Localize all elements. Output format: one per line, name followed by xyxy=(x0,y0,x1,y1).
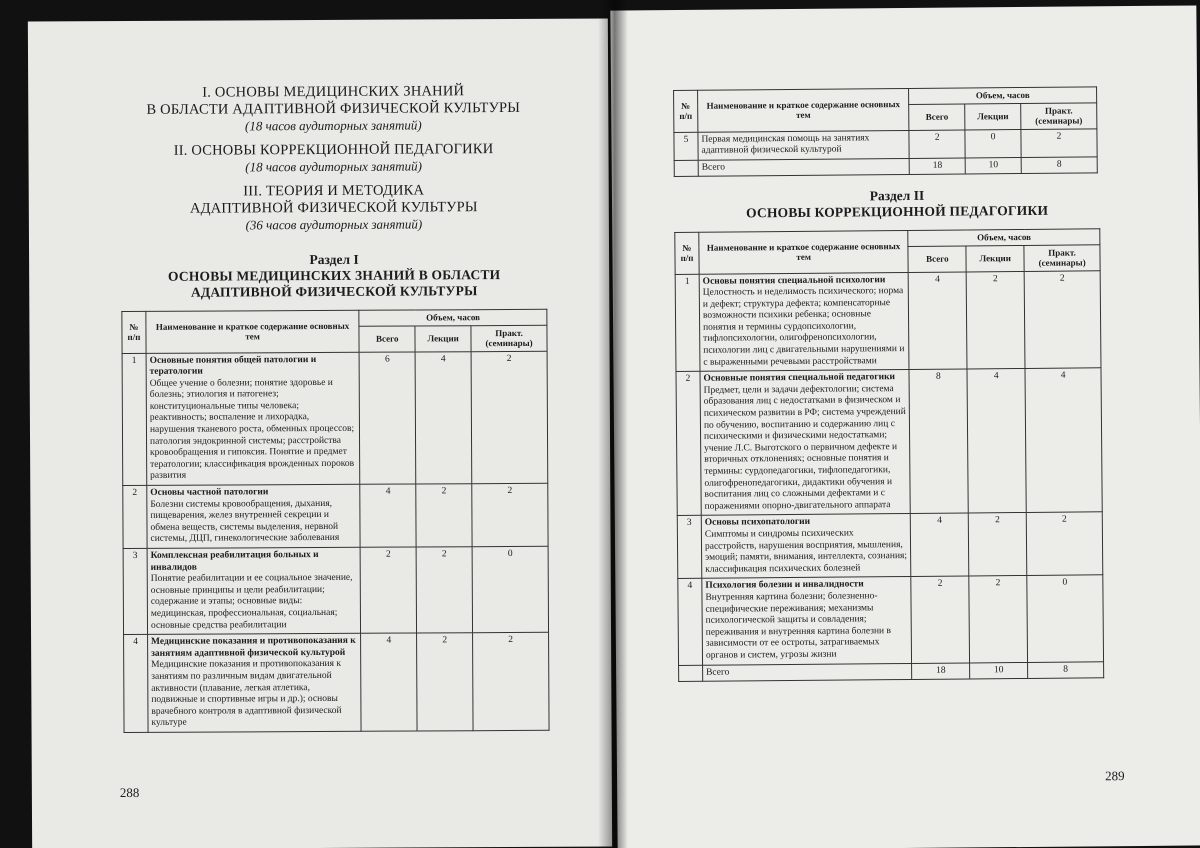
header-practice: Практ. (семинары) xyxy=(1024,244,1100,271)
row-lectures: 0 xyxy=(965,129,1021,158)
table-row xyxy=(677,512,1103,579)
table-row xyxy=(123,483,548,548)
row-total: 4 xyxy=(361,633,417,731)
total-num xyxy=(674,160,698,177)
row-num: 2 xyxy=(123,485,147,548)
row-topic: Психология болезни и инвалидности xyxy=(705,579,864,592)
right-page xyxy=(610,5,1200,848)
course-titles xyxy=(98,83,569,242)
header-volume: Объем, часов xyxy=(908,229,1100,246)
total-practice: 8 xyxy=(1028,661,1104,678)
row-lectures: 4 xyxy=(415,351,472,484)
row-topic: Основы понятия специальной психологии xyxy=(702,274,886,287)
row-lectures: 2 xyxy=(416,547,472,633)
table-row xyxy=(122,351,548,486)
row-content xyxy=(699,272,909,372)
row-practice: 2 xyxy=(1026,512,1102,576)
row-content xyxy=(148,633,362,732)
row-topic: Комплексная реабилитация больных и инвалидов xyxy=(150,550,319,573)
section-2-table xyxy=(674,228,1104,682)
row-topic: Основные понятия общей патологии и тератологии xyxy=(149,354,317,377)
row-total: 2 xyxy=(360,547,416,633)
table-row xyxy=(123,546,548,634)
row-content xyxy=(147,484,361,548)
total-label: Всего xyxy=(703,663,913,681)
total-total: 18 xyxy=(912,662,970,679)
header-total: Всего xyxy=(908,245,966,272)
row-content xyxy=(146,352,360,486)
page-number-right: 289 xyxy=(1104,768,1125,784)
row-topic: Основы психопатологии xyxy=(704,517,811,529)
title-3-line-2: АДАПТИВНОЙ ФИЗИЧЕСКОЙ КУЛЬТУРЫ xyxy=(189,199,478,217)
section-1-name-line-1: ОСНОВЫ МЕДИЦИНСКИХ ЗНАНИЙ В ОБЛАСТИ xyxy=(167,267,501,284)
total-lectures: 10 xyxy=(965,157,1021,174)
header-name: Наименование и краткое содержание основных тем xyxy=(699,230,909,273)
header-lectures: Лекции xyxy=(966,245,1024,272)
title-2-line-1: II. ОСНОВЫ КОРРЕКЦИОННОЙ ПЕДАГОГИКИ xyxy=(173,141,494,159)
row-practice: 4 xyxy=(1025,368,1102,513)
section-1-table-continued xyxy=(673,86,1098,177)
row-lectures: 2 xyxy=(968,513,1026,576)
total-practice: 8 xyxy=(1021,157,1097,174)
header-name: Наименование и краткое содержание основных тем xyxy=(146,310,360,353)
title-3-line-1: III. ТЕОРИЯ И МЕТОДИКА xyxy=(243,182,425,200)
table-row xyxy=(675,270,1101,371)
section-1-label: Раздел I xyxy=(309,251,359,268)
section-2-name: ОСНОВЫ КОРРЕКЦИОННОЙ ПЕДАГОГИКИ xyxy=(746,202,1049,221)
row-practice: 2 xyxy=(1024,270,1101,368)
row-practice: 2 xyxy=(472,483,548,546)
row-topic: Медицинские показания и противопоказания к занятиям адаптивной физической культурой xyxy=(151,635,356,659)
total-lectures: 10 xyxy=(970,662,1028,679)
row-lectures: 2 xyxy=(417,633,473,731)
row-total: 4 xyxy=(911,513,969,576)
left-page xyxy=(28,18,612,848)
header-lectures: Лекции xyxy=(415,325,471,351)
row-desc: Медицинские показания и противопоказания к занятиям по различным видам двигательной активности (плавание, легкая атлетика, подвижные и спортивные игры и др.); основы врачебного контроля в адаптивной физической культуре xyxy=(151,659,342,729)
header-practice: Практ. (семинары) xyxy=(471,325,547,351)
section-2-label: Раздел II xyxy=(869,187,925,204)
total-label: Всего xyxy=(698,158,909,176)
row-lectures: 4 xyxy=(967,369,1026,514)
book-gutter-shadow xyxy=(598,0,628,848)
row-content xyxy=(702,577,912,665)
page-number-left: 288 xyxy=(119,784,140,801)
row-total: 2 xyxy=(909,129,965,158)
row-desc: Предмет, цели и задачи дефектологии; система образования лиц с недостатками в физическом и психическом развитии в РФ; система учреждений по обучению, воспитанию и содержанию лиц с психическими и физическими недостатками; учение Л.С. Выготского о первичном дефекте и вторичных отклонениях; основные понятия и термины: сурдопедагогики, тифлопедагогики, олигофренопедагогики, дидактики обучения и воспитания лиц со сложными дефектами и с поражениями опорно-двигательного аппарата xyxy=(703,383,906,512)
row-desc: Целостность и неделимость психического; норма и дефект; структура дефекта; компенсаторные возможности психики ребенка; основные понятия и термины сурдопсихологии, тифлопсихологии, олигофренопсихологии, психологии лиц с двигательными нарушениями и с выраженными речевыми расстройствами xyxy=(702,286,905,368)
row-practice: 2 xyxy=(473,632,549,730)
row-total: 8 xyxy=(909,369,968,514)
row-practice: 2 xyxy=(471,351,548,484)
row-num: 1 xyxy=(675,274,700,372)
total-num xyxy=(679,665,703,682)
header-lectures: Лекции xyxy=(965,103,1021,129)
table-row xyxy=(676,368,1102,516)
section-1-heading xyxy=(119,251,549,301)
title-1-line-2: В ОБЛАСТИ АДАПТИВНОЙ ФИЗИЧЕСКОЙ КУЛЬТУРЫ xyxy=(146,99,521,118)
header-total: Всего xyxy=(909,103,965,129)
total-row xyxy=(679,661,1104,681)
row-num: 3 xyxy=(677,516,702,579)
row-desc: Внутренняя картина болезни; болезненно-специфические переживания; механизмы психологической защиты и совладения; переживания и внутренняя картина болезни в зависимости от ее остроты, затрагиваемых органов и систем, угрозы жизни xyxy=(705,591,892,661)
table-row xyxy=(678,575,1104,665)
row-lectures: 2 xyxy=(966,271,1025,369)
row-desc: Первая медицинская помощь на занятиях адаптивной физической культурой xyxy=(701,132,870,156)
row-num: 5 xyxy=(674,132,698,160)
row-lectures: 2 xyxy=(969,576,1028,663)
header-volume: Объем, часов xyxy=(909,87,1097,104)
row-lectures: 2 xyxy=(416,484,472,547)
row-num: 4 xyxy=(678,579,703,665)
row-num: 2 xyxy=(676,372,701,516)
row-num: 4 xyxy=(124,635,148,733)
row-practice: 0 xyxy=(472,546,548,633)
header-practice: Практ. (семинары) xyxy=(1021,102,1097,129)
row-total: 6 xyxy=(359,352,416,485)
row-content xyxy=(698,130,910,160)
section-1-name-line-2: АДАПТИВНОЙ ФИЗИЧЕСКОЙ КУЛЬТУРЫ xyxy=(190,283,478,300)
row-content xyxy=(700,370,911,516)
header-total: Всего xyxy=(359,326,415,352)
row-content xyxy=(147,547,361,634)
row-desc: Общее учение о болезни; понятие здоровье и болезнь; этиология и патогенез; конституциональные типы человека; реактивность; воспаление и лихорадка, нарушения тканевого роста, обменных процессов; патология эндокринной системы; расстройства кровообращения и гипоксия. Понятие и предмет тератологии; классификация врожденных пороков развития xyxy=(149,377,355,482)
header-volume: Объем, часов xyxy=(359,309,547,325)
row-desc: Болезни системы кровообращения, дыхания, пищеварения, желез внутренней секреции и обмена веществ, системы выделения, нервной системы, ДЦП, гинекологические заболевания xyxy=(150,498,340,545)
title-1-line-1: I. ОСНОВЫ МЕДИЦИНСКИХ ЗНАНИЙ xyxy=(202,83,465,101)
table-row xyxy=(674,128,1097,160)
row-topic: Основы частной патологии xyxy=(150,487,269,498)
title-2-hours: (18 часов аудиторных занятий) xyxy=(245,158,422,175)
header-num: № п/п xyxy=(675,232,699,274)
total-row xyxy=(674,157,1097,177)
row-practice: 0 xyxy=(1027,575,1104,662)
title-3-hours: (36 часов аудиторных занятий) xyxy=(245,216,423,233)
total-total: 18 xyxy=(909,158,965,175)
table-row xyxy=(124,632,550,732)
row-total: 4 xyxy=(360,484,416,547)
row-content xyxy=(701,514,911,579)
row-total: 2 xyxy=(911,576,970,663)
header-num: № п/п xyxy=(122,311,146,353)
row-total: 4 xyxy=(909,271,968,369)
row-num: 3 xyxy=(123,548,147,634)
header-num: № п/п xyxy=(674,90,698,132)
title-1-hours: (18 часов аудиторных занятий) xyxy=(244,117,422,134)
section-1-table xyxy=(121,309,549,733)
row-desc: Понятие реабилитации и ее социальное значение, основные принципы и цели реабилитации; содержание и этапы; основные виды: медицинская, профессиональная, социальная; основные средства реабилитации xyxy=(150,573,353,631)
row-topic: Основные понятия специальной педагогики xyxy=(703,372,896,385)
row-practice: 2 xyxy=(1021,128,1097,157)
row-desc: Симптомы и синдромы психических расстройств, нарушения восприятия, мышления, эмоций; памяти, внимания, интеллекта, сознания; классификация психических болезней xyxy=(704,528,908,575)
header-name: Наименование и краткое содержание основных тем xyxy=(697,88,909,131)
section-2-heading xyxy=(702,186,1092,221)
row-num: 1 xyxy=(122,353,147,486)
